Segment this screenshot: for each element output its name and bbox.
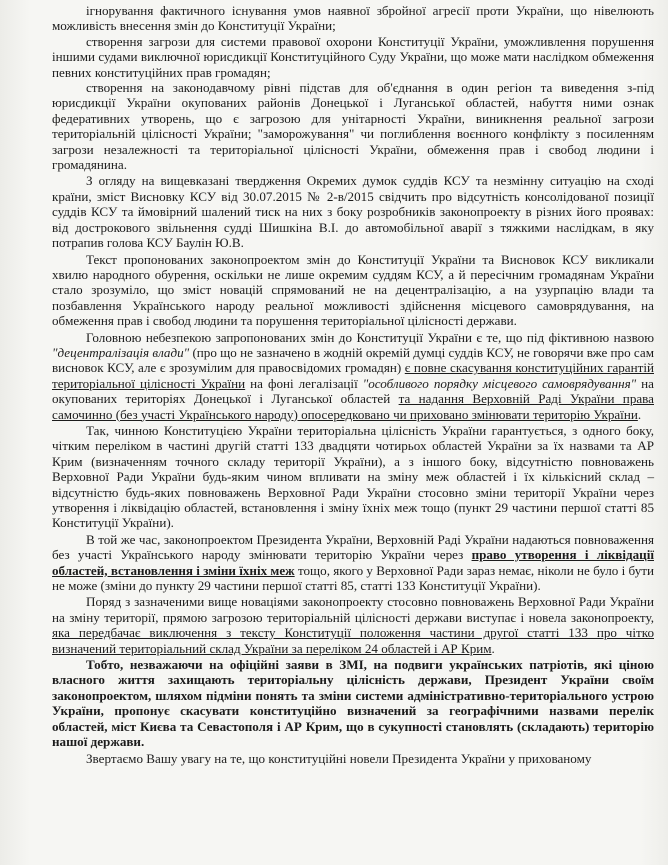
p9-text-a: Поряд з зазначеними вище новаціями законопроекту стосовно повноважень Верховної Ради України на зміну території, прямою загрозою територіальній цілісності держави виступає і новела законопроекту, — [52, 594, 654, 625]
paragraph-11: Звертаємо Вашу увагу на те, що конституційні новели Президента України у прихованому — [86, 750, 592, 766]
p9-underlined-exclusion: яка передбачає виключення з тексту Конституції положення частини другої статті 133 про чітко визначений територіальний склад України за переліком 24 областей і АР Крим — [52, 625, 654, 656]
p6-text-i: . — [637, 406, 642, 422]
p6-text-a: Головною небезпекою запропонованих змін до Конституції України є те, що під фіктивною назвою — [86, 329, 654, 345]
p6-text-c: (про що не зазначено в жодній окремій думці суддів КСУ, не говорячи вже про сам висновок КСУ, але є зрозумілим для правосвідомих громадян) — [52, 344, 655, 376]
paragraph-6 — [52, 330, 654, 422]
p6-term-decentralization: "децентралізація влади" — [52, 344, 190, 360]
paragraph-10-bold: Тобто, незважаючи на офіційні заяви в ЗМІ, на подвиги українських патріотів, які ціною власного життя захищають територіальну цілісність держави, Президент України своїм законопроектом, шляхом підміни понять та зміни системи адміністративно-територіального устрою України, пропонує скасувати конституційно визначений за географічними назвами перелік областей, міст Києва та Севастополя і АР Крим, що в сукупності становлять (складають) територію нашої держави. — [52, 657, 654, 750]
p6-underlined-parliament-rights: та надання Верховній Раді України права самочинно (без участі Українського народу) опосередковано чи приховано змінювати територію України — [52, 391, 654, 422]
paragraph-4: З огляду на вищевказані твердження Окремих думок суддів КСУ та незмінну ситуацію на сході країни, зміст Висновку КСУ від 30.07.2015 № 2-в/2015 свідчить про відсутність консолідованої позиції суддів КСУ та ймовірний шалений тиск на них з боку розробників законопроекту в різних його проявах: від дострокового звільнення судді Шишкіна В.І. до автомобільної аварії з тяжкими наслідкам, в яку потрапив голова КСУ Баулін Ю.В. — [52, 173, 654, 251]
paragraph-8 — [52, 532, 654, 594]
p9-text-c: . — [491, 640, 495, 656]
paragraph-7: Так, чинною Конституцією України територіальна цілісність України гарантується, з одного боку, чітким переліком в частині другій статті 133 двадцяти чотирьох областей України за їх назвами та АР Крим (визначенням точного складу території України), а з іншого боку, відсутністю повноважень Верховної Ради України будь-яким чином впливати на зміну меж областей і їх кількісний склад – відсутністю будь-яких повноважень Верховної Ради України стосовно зміни території України через утворення і ліквідацію областей, встановлення і зміну їхніх меж тощо (пункт 29 частини першої статті 85 Конституції України). — [52, 422, 654, 531]
paragraph-3: створення на законодавчому рівні підстав для об'єднання в один регіон та виведення з-під юрисдикції України окупованих районів Донецької і Луганської областей, набуття ними ознак федеративних утворень, що є загрозою для унітарності України, виникнення реальної загрози територіальній цілісності України; "заморожування" чи поглиблення воєнного конфлікту з посиленням загрози незалежності та територіальної цілісності України, обмеження прав і свобод людини і громадянина. — [52, 80, 654, 173]
p8-text-c: тощо, якого у Верховної Ради зараз немає, ніколи не було і бути не може (зміни до пункту 29 частини першої статті 85, статті 133 Конституції України). — [52, 562, 654, 594]
paragraph-1: ігнорування фактичного існування умов наявної збройної агресії проти України, що нівелюють можливість внесення змін до Конституції України; — [52, 3, 654, 34]
p6-term-special-order: "особливого порядку місцевого самоврядування" — [362, 375, 637, 391]
p6-text-e: на фоні легалізації — [245, 375, 363, 391]
p6-underlined-guarantees: є повне скасування конституційних гарантій територіальної цілісності України — [52, 360, 654, 391]
paragraph-9 — [52, 594, 654, 656]
p8-bold-underlined-rights: право утворення і ліквідації областей, встановлення і зміни їхніх меж — [52, 547, 654, 578]
paragraph-5: Текст пропонованих законопроектом змін до Конституції України та Висновок КСУ викликали хвилю народного обурення, оскільки не лише окремим суддям КСУ, а й пересічним громадянам України стало зрозуміло, що зміст новацій спрямований не на децентралізацію, а на узурпацію влади та позбавлення Українського народу реальної можливості здійснення місцевого самоврядування, на обмеження прав і свобод людини та порушення територіальної цілісності держави. — [52, 251, 654, 329]
p8-text-a: В той же час, законопроектом Президента України, Верховній Раді України надаються повноваження без участі Українського народу змінювати територію України через — [52, 531, 654, 563]
paragraph-2: створення загрози для системи правової охорони Конституції України, уможливлення порушення іншими судами виключної юрисдикції Конституційного Суду України, що може мати наслідком обмеження певних конституційних прав громадян; — [52, 33, 654, 80]
p6-text-g: на окупованих територіях Донецької і Луганської областей — [52, 375, 654, 407]
